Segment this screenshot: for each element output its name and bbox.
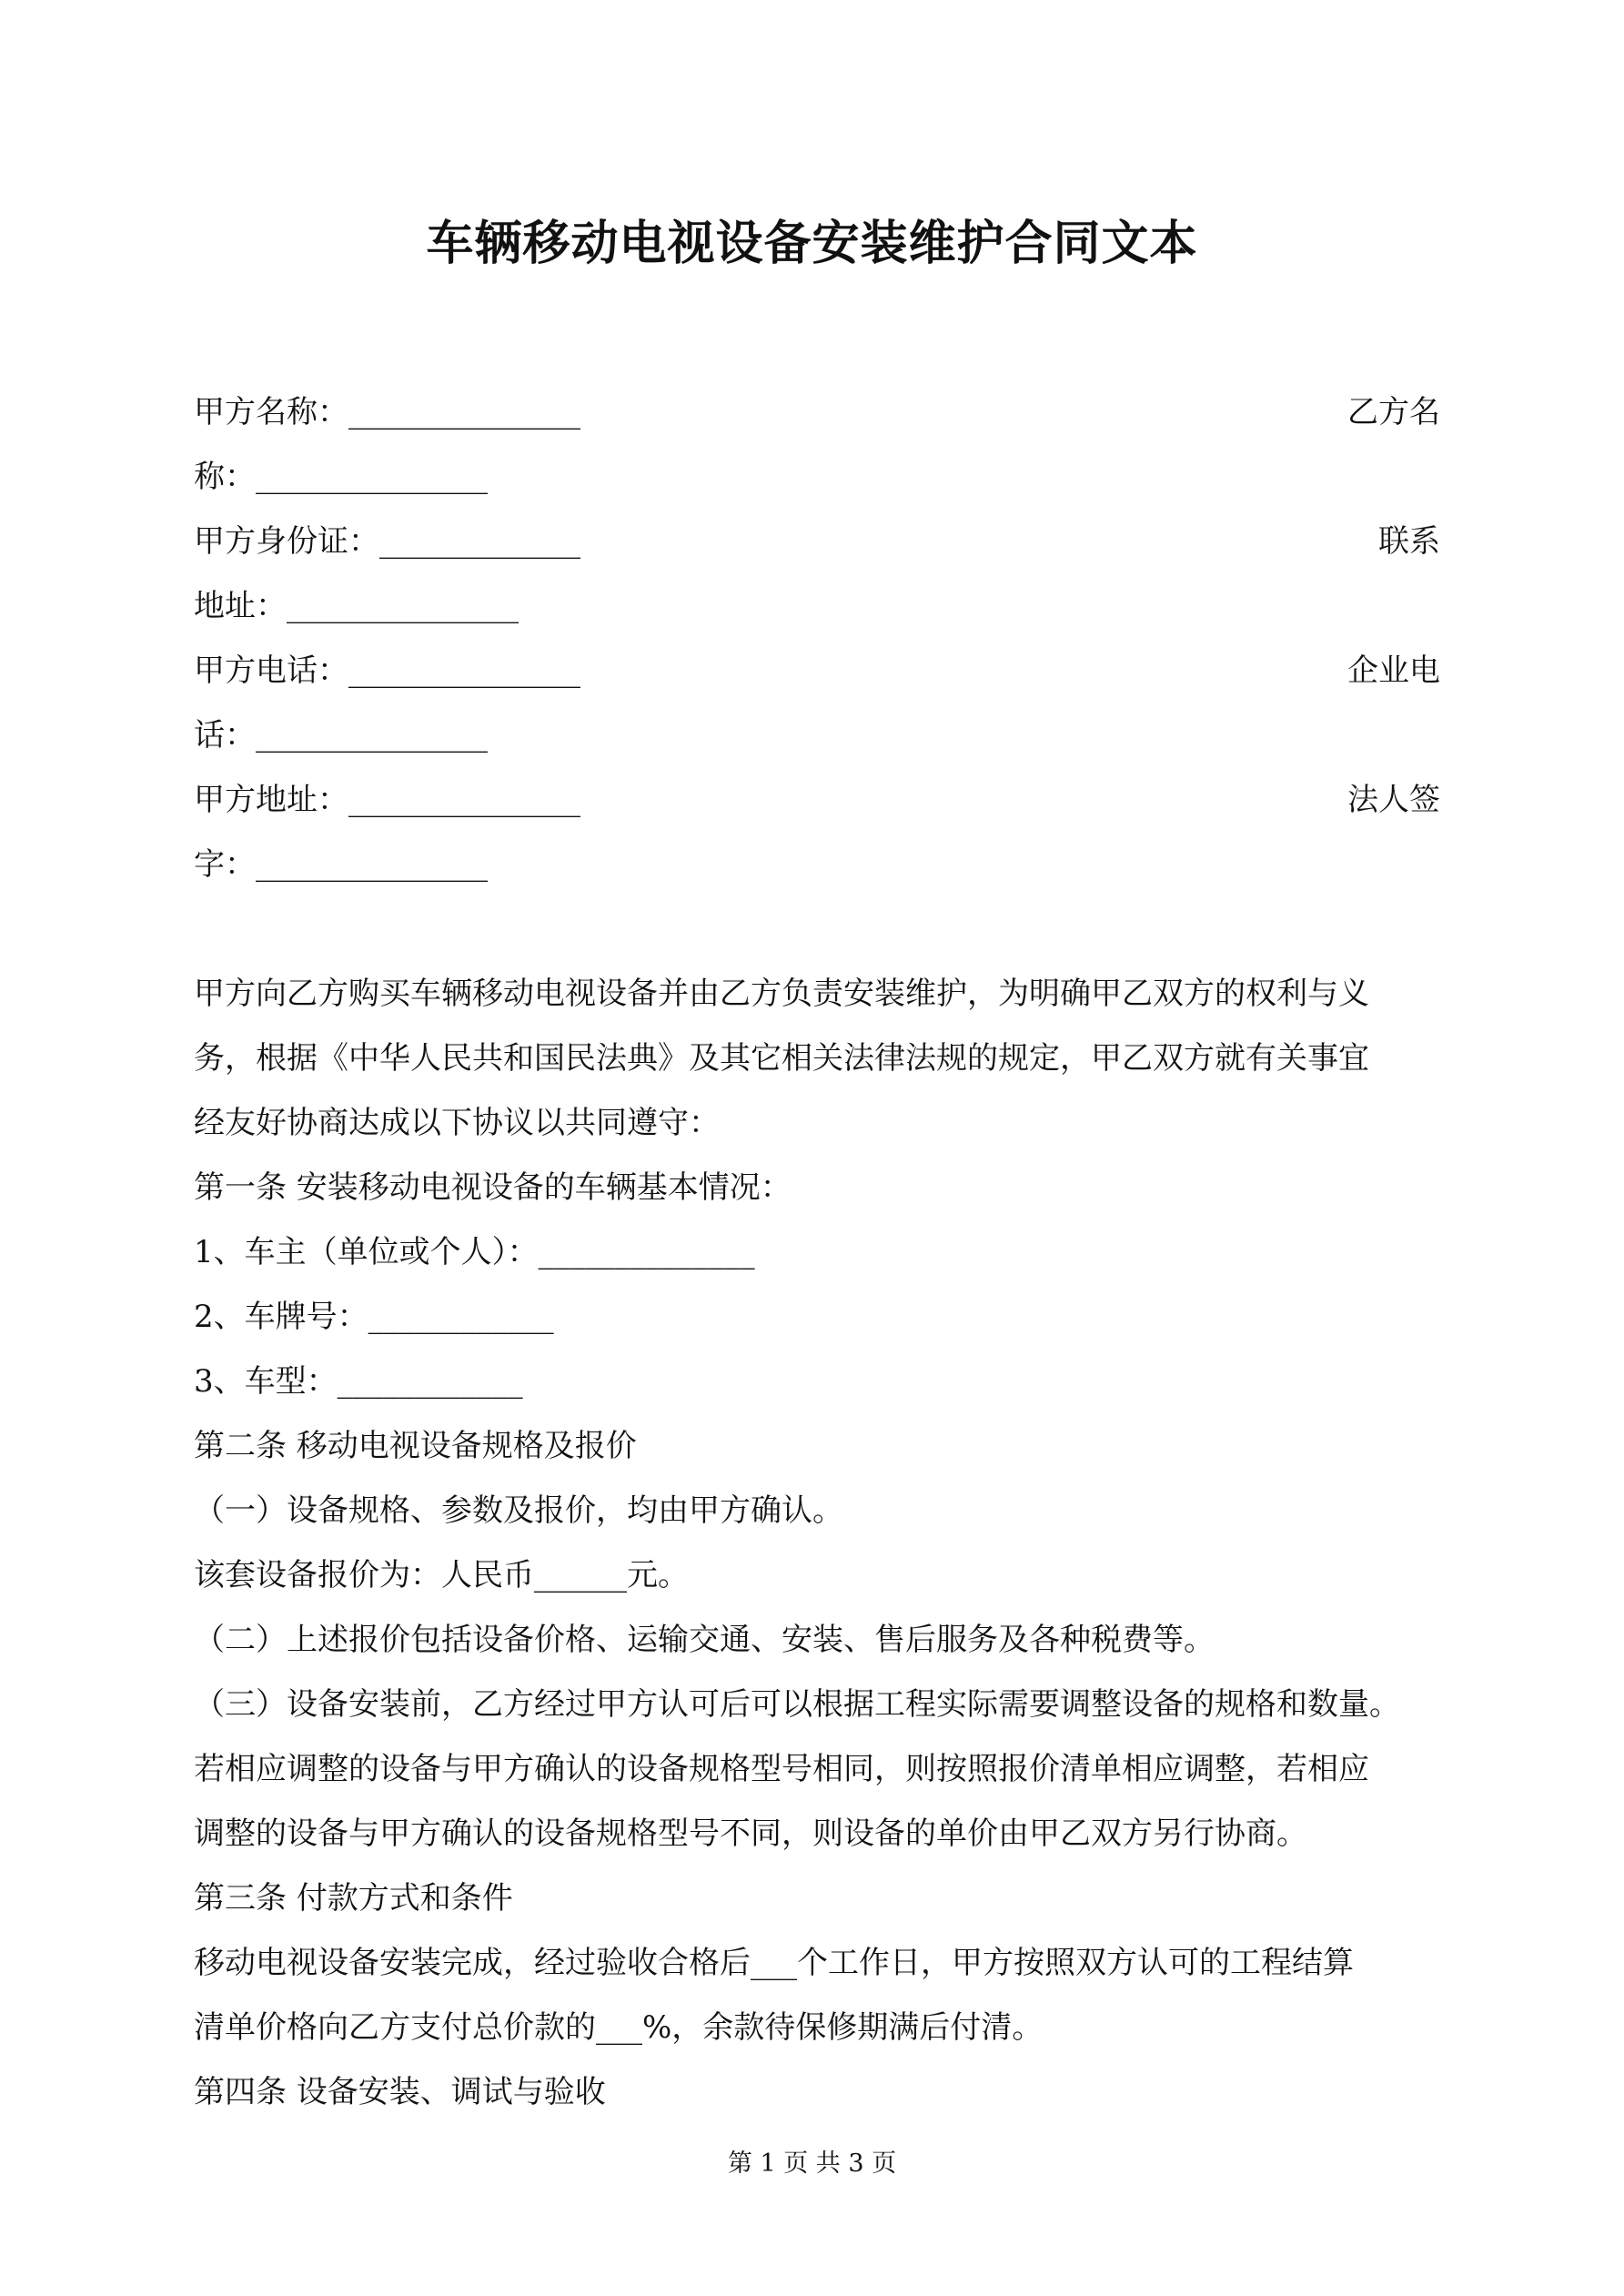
contract-body — [194, 380, 1440, 2125]
section-spacer — [194, 897, 1440, 962]
body-line: 清单价格向乙方支付总价款的___%，余款待保修期满后付清。 — [194, 2009, 1044, 2046]
party-field-row — [194, 510, 1440, 574]
body-line: 调整的设备与甲方确认的设备规格型号不同，则设备的单价由甲乙双方另行协商。 — [194, 1816, 1307, 1852]
body-line: 经友好协商达成以下协议以共同遵守： — [194, 1105, 720, 1141]
party-field-left: 甲方身份证：_____________ — [194, 523, 580, 560]
party-field-row — [194, 703, 1440, 768]
article-heading: 第四条 设备安装、调试与验收 — [194, 2074, 606, 2110]
party-field-left: 话：_______________ — [194, 717, 488, 754]
body-line: 若相应调整的设备与甲方确认的设备规格型号相同，则按照报价清单相应调整，若相应 — [194, 1751, 1369, 1787]
body-line: 3、车型：____________ — [194, 1363, 523, 1400]
party-field-left: 称：_______________ — [194, 459, 488, 495]
article-heading: 第二条 移动电视设备规格及报价 — [194, 1428, 637, 1464]
party-field-left: 甲方地址：_______________ — [194, 782, 580, 818]
body-line: 务，根据《中华人民共和国民法典》及其它相关法律法规的规定，甲乙双方就有关事宜 — [194, 1040, 1369, 1077]
party-field-row — [194, 768, 1440, 833]
party-field-right: 联系 — [1378, 523, 1440, 560]
party-field-right: 企业电 — [1347, 652, 1440, 689]
body-line: 2、车牌号：____________ — [194, 1299, 554, 1335]
page-title: 车辆移动电视设备安装维护合同文本 — [426, 216, 1198, 271]
article-heading: 第一条 安装移动电视设备的车辆基本情况： — [194, 1169, 792, 1206]
party-field-row — [194, 574, 1440, 639]
body-line: 移动电视设备安装完成，经过验收合格后___个工作日，甲方按照双方认可的工程结算 — [194, 1945, 1354, 1981]
body-line: （三）设备安装前，乙方经过甲方认可后可以根据工程实际需要调整设备的规格和数量。 — [194, 1686, 1400, 1723]
body-line: 1、车主（单位或个人）：______________ — [194, 1234, 755, 1270]
party-field-row — [194, 639, 1440, 703]
party-field-row — [194, 445, 1440, 510]
body-line: 该套设备报价为：人民币______元。 — [194, 1557, 689, 1593]
party-field-left: 字：_______________ — [194, 846, 488, 883]
party-field-right: 法人签 — [1347, 782, 1440, 818]
body-line: 甲方向乙方购买车辆移动电视设备并由乙方负责安装维护，为明确甲乙双方的权利与义 — [194, 976, 1369, 1012]
party-field-left: 地址：_______________ — [194, 588, 519, 624]
party-field-left: 甲方名称：_______________ — [194, 394, 580, 430]
party-field-row — [194, 380, 1440, 445]
party-field-right: 乙方名 — [1347, 394, 1440, 430]
body-line: （一）设备规格、参数及报价，均由甲方确认。 — [194, 1492, 843, 1529]
party-field-row — [194, 833, 1440, 897]
article-heading: 第三条 付款方式和条件 — [194, 1880, 513, 1917]
party-field-left: 甲方电话：_______________ — [194, 652, 580, 689]
page-number-footer: 第 1 页 共 3 页 — [727, 2149, 897, 2178]
body-line: （二）上述报价包括设备价格、运输交通、安装、售后服务及各种税费等。 — [194, 1622, 1215, 1658]
